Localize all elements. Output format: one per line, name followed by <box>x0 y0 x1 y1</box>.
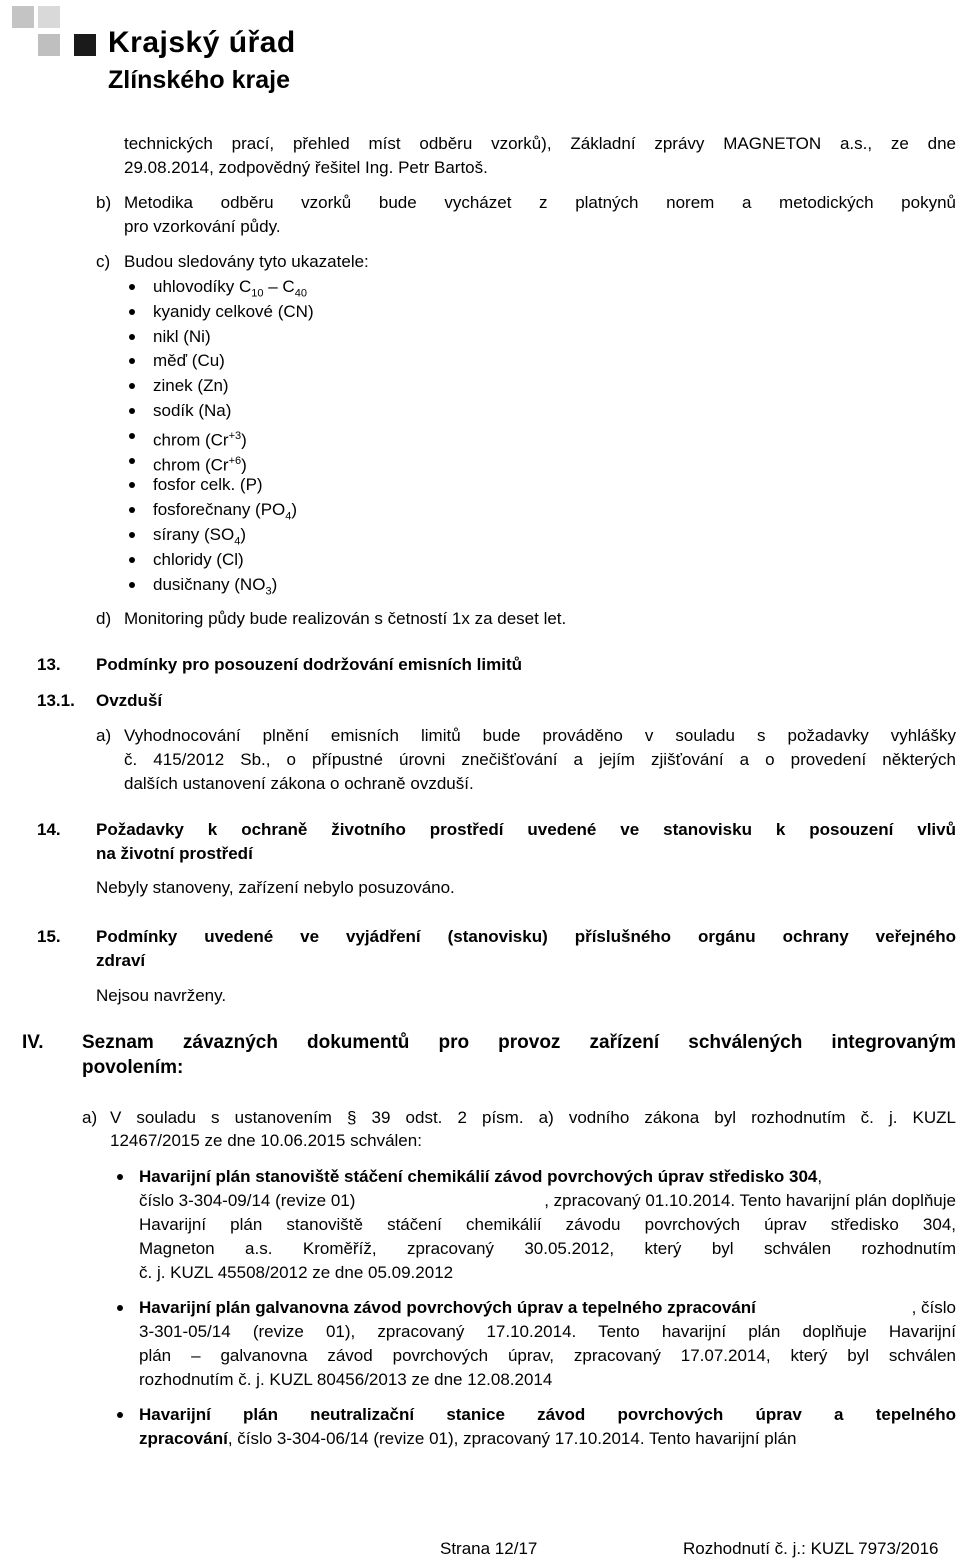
indicator-item: kyanidy celkové (CN) <box>153 301 314 321</box>
paragraph-line: Nejsou navrženy. <box>96 986 227 1005</box>
logo-square <box>38 34 60 56</box>
paragraph-line: 12467/2015 ze dne 10.06.2015 schválen: <box>110 1131 422 1150</box>
section-number: IV. <box>22 1032 44 1053</box>
bullet <box>129 408 135 414</box>
paragraph-line: Metodika odběru vzorků bude vycházet z platných norem a metodických pokynů <box>124 193 956 212</box>
paragraph-line: Magneton a.s. Kroměříž, zpracovaný 30.05.2012, který byl schválen rozhodnutím <box>139 1239 956 1258</box>
paragraph-line: 29.08.2014, zodpovědný řešitel Ing. Petr Bartoš. <box>124 158 488 177</box>
list-marker: b) <box>96 193 112 212</box>
list-marker: d) <box>96 609 112 628</box>
section-title: Požadavky k ochraně životního prostředí uvedené ve stanovisku k posouzení vlivů <box>96 820 956 839</box>
list-marker: c) <box>96 252 111 271</box>
indicator-item: zinek (Zn) <box>153 376 229 396</box>
bullet <box>129 507 135 513</box>
list-marker: a) <box>96 726 112 745</box>
paragraph-line: Budou sledovány tyto ukazatele: <box>124 252 369 271</box>
paragraph-line: č. 415/2012 Sb., o přípustné úrovni znečišťování a jejím zjišťování a o provedení některých <box>124 750 956 769</box>
bullet <box>129 532 135 538</box>
paragraph-line: 3-301-05/14 (revize 01), zpracovaný 17.10.2014. Tento havarijní plán doplňuje Havarijní <box>139 1322 956 1341</box>
paragraph-line: Vyhodnocování plnění emisních limitů bude prováděno v souladu s požadavky vyhlášky <box>124 726 956 745</box>
bullet <box>129 482 135 488</box>
indicator-item: uhlovodíky $C_{10} - C_{40}$ <box>153 277 307 300</box>
section-title: Seznam závazných dokumentů pro provoz zařízení schválených integrovaným <box>82 1032 956 1053</box>
bullet <box>117 1174 123 1180</box>
section-number: 13. <box>37 655 61 674</box>
indicator-item: chloridy (Cl) <box>153 549 244 569</box>
section-title: na životní prostředí <box>96 844 253 863</box>
indicator-item: nikl (Ni) <box>153 326 211 346</box>
paragraph-line: Monitoring půdy bude realizován s četností 1x za deset let. <box>124 609 567 628</box>
paragraph-line: Havarijní plán stanoviště stáčení chemikálií závod povrchových úprav středisko 304, <box>139 1167 823 1186</box>
logo-square <box>38 6 60 28</box>
bullet <box>129 582 135 588</box>
bullet <box>129 358 135 364</box>
logo-square <box>12 6 34 28</box>
bullet <box>117 1305 123 1311</box>
indicator-item: sírany $(SO_4)$ <box>153 525 247 548</box>
paragraph-line: rozhodnutím č. j. KUZL 80456/2013 ze dne 12.08.2014 <box>139 1370 553 1389</box>
indicator-item: chrom $(Cr^{+6})$ <box>153 454 247 475</box>
list-marker: a) <box>82 1108 98 1127</box>
paragraph-line: pro vzorkování půdy. <box>124 217 281 236</box>
paragraph-line: Havarijní plán galvanovna závod povrchových úprav a tepelného zpracování , číslo <box>139 1298 956 1317</box>
section-title: povolením: <box>82 1057 184 1078</box>
plan-title: Havarijní plán stanoviště stáčení chemikálií závod povrchových úprav středisko 304 <box>139 1167 818 1186</box>
indicator-item: sodík (Na) <box>153 401 232 420</box>
section-title: zdraví <box>96 951 146 970</box>
bullet <box>129 284 135 290</box>
paragraph-line: č. j. KUZL 45508/2012 ze dne 05.09.2012 <box>139 1263 454 1282</box>
indicator-item: fosfor celk. (P) <box>153 475 263 495</box>
paragraph-line: číslo 3-304-09/14 (revize 01) , zpracovaný 01.10.2014. Tento havarijní plán doplňuje <box>139 1191 956 1210</box>
paragraph-line: technických prací, přehled míst odběru vzorků), Základní zprávy MAGNETON a.s., ze dne <box>124 134 956 153</box>
page-number: Strana 12/17 <box>440 1539 538 1558</box>
indicator-item: fosforečnany $(PO_4)$ <box>153 500 298 523</box>
section-title: Podmínky pro posouzení dodržování emisních limitů <box>96 655 522 674</box>
section-title: Ovzduší <box>96 691 163 710</box>
logo-square <box>74 34 96 56</box>
section-title: Podmínky uvedené ve vyjádření (stanovisku) příslušného orgánu ochrany veřejného <box>96 927 956 946</box>
paragraph-line: V souladu s ustanovením § 39 odst. 2 písm. a) vodního zákona byl rozhodnutím č. j. KUZL <box>110 1108 956 1127</box>
bullet <box>129 383 135 389</box>
plan-title: Havarijní plán galvanovna závod povrchových úprav a tepelného zpracování <box>139 1298 756 1317</box>
indicator-item: měď (Cu) <box>153 351 225 371</box>
section-number: 13.1. <box>37 691 75 710</box>
bullet <box>117 1412 123 1418</box>
indicator-item: chrom $(Cr^{+3})$ <box>153 429 247 450</box>
paragraph-line: zpracování , číslo 3-304-06/14 (revize 01), zpracovaný 17.10.2014. Tento havarijní plán <box>139 1429 797 1448</box>
logo-title: Krajský úřad <box>108 26 296 59</box>
document-reference: Rozhodnutí č. j.: KUZL 7973/2016 <box>683 1539 939 1558</box>
bullet <box>129 557 135 563</box>
bullet <box>129 334 135 340</box>
paragraph-line: Nebyly stanoveny, zařízení nebylo posuzováno. <box>96 878 455 897</box>
logo-subtitle: Zlínského kraje <box>108 66 291 94</box>
paragraph-line: Havarijní plán stanoviště stáčení chemikálií závodu povrchových úprav středisko 304, <box>139 1215 956 1234</box>
section-number: 15. <box>37 927 61 946</box>
bullet <box>129 433 135 439</box>
bullet <box>129 309 135 315</box>
bullet <box>129 458 135 464</box>
paragraph-line: plán – galvanovna závod povrchových úprav, zpracovaný 17.07.2014, který byl schválen <box>139 1346 956 1365</box>
section-number: 14. <box>37 820 61 839</box>
paragraph-line: dalších ustanovení zákona o ochraně ovzduší. <box>124 774 474 793</box>
indicator-item: dusičnany $(NO_3)$ <box>153 574 278 597</box>
plan-title: Havarijní plán neutralizační stanice závod povrchových úprav a tepelného <box>139 1405 956 1424</box>
